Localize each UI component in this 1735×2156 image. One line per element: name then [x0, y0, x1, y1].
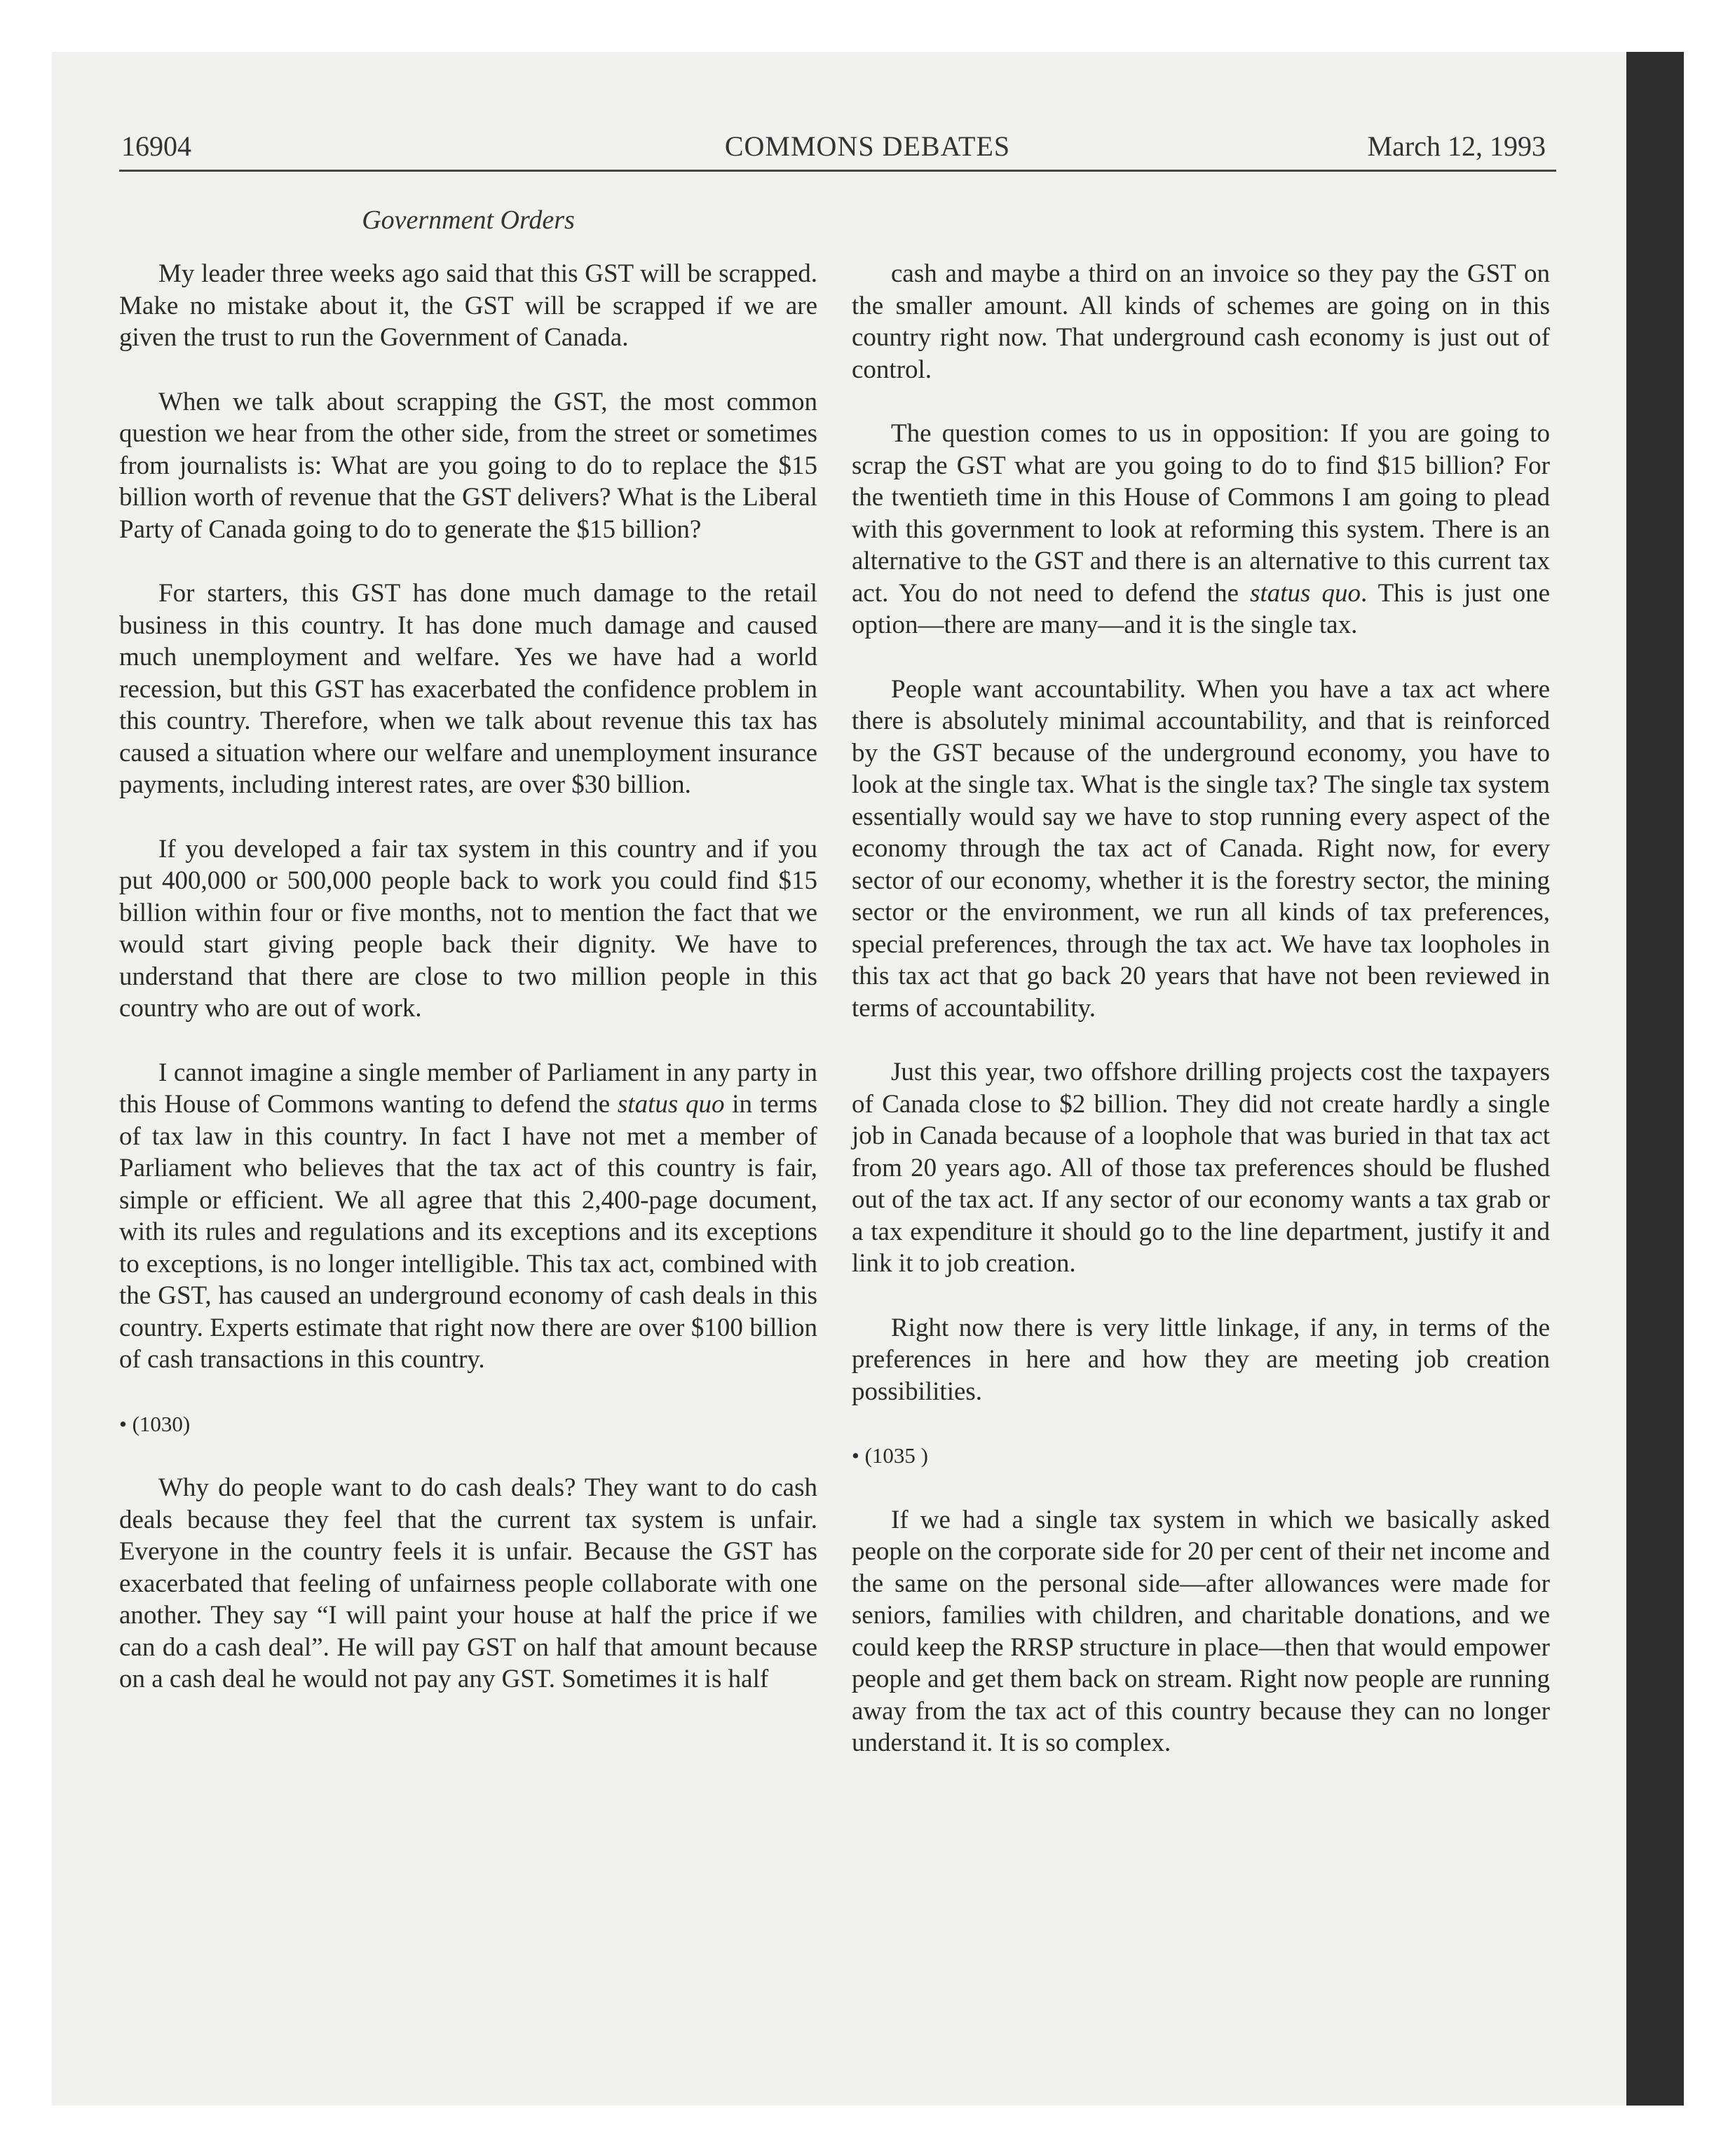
italic-phrase: status quo	[1250, 578, 1361, 608]
publication-date: March 12, 1993	[1367, 130, 1546, 162]
paragraph: My leader three weeks ago said that this GST will be scrapped. Make no mistake about it, the GST will be scrapped if we are given the trust to run the Government of Canada.	[119, 259, 817, 352]
paragraph-text: The question comes to us in opposition: If you are going to scrap the GST what are you going to do to find $15 billion? For the twentieth time in this House of Commons I am going to plead with this government to look at reforming this system. There is an alternative to the GST and there is an alternative to this current tax act. You do not need to defend the	[852, 419, 1550, 608]
paragraph: When we talk about scrapping the GST, the most common question we hear from the other side, from the street or sometimes from journalists is: What are you going to do to replace the $15 billion worth of revenue that the GST delivers? What is the Liberal Party of Canada going to do to generate the $15 billion?	[119, 387, 817, 544]
paragraph: People want accountability. When you have a tax act where there is absolutely minimal accountability, and that is reinforced by the GST because of the underground economy, you have to look at the single tax. What is the single tax? The single tax system essentially would say we have to stop running every aspect of the economy through the tax act of Canada. Right now, for every sector of our economy, whether it is the forestry sector, the mining sector or the environment, we run all kinds of tax preferences, special preferences, through the tax act. We have tax loopholes in this tax act that go back 20 years that have not been reviewed in terms of accountability.	[852, 674, 1550, 1023]
paragraph	[852, 418, 1550, 641]
time-marker: • (1030)	[119, 1411, 191, 1436]
paragraph: If we had a single tax system in which we basically asked people on the corporate side for 20 per cent of their net income and the same on the personal side—after allowances were made for seniors, families with children, and charitable donations, and we could keep the RRSP structure in place—then that would empower people and get them back on stream. Right now people are running away from the tax act of this country because they can no longer understand it. It is so complex.	[852, 1505, 1550, 1757]
header-rule	[119, 170, 1556, 172]
paragraph: cash and maybe a third on an invoice so they pay the GST on the smaller amount. All kinds of schemes are going on in this country right now. That underground cash economy is just out of control.	[852, 259, 1550, 384]
paragraph-text: . This is just one option—there are many—and it is the single tax.	[852, 578, 1551, 639]
paragraph: Why do people want to do cash deals? They want to do cash deals because they feel that the current tax system is unfair. Everyone in the country feels it is unfair. Because the GST has exacerbated that feeling of unfairness people collaborate with one another. They say “I will paint your house at half the price if we can do a cash deal”. He will pay GST on half that amount because on a cash deal he would not pay any GST. Sometimes it is half	[119, 1473, 817, 1693]
publication-title: COMMONS DEBATES	[724, 130, 1011, 162]
paragraph	[119, 1057, 817, 1376]
paragraph: Just this year, two offshore drilling projects cost the taxpayers of Canada close to $2 billion. They did not create hardly a single job in Canada because of a loophole that was buried in that tax act from 20 years ago. All of those tax preferences should be flushed out of the tax act. If any sector of our economy wants a tax grab or a tax expenditure it should go to the line department, justify it and link it to job creation.	[852, 1058, 1550, 1278]
right-column	[852, 258, 1550, 1792]
scan-edge-shadow	[1626, 52, 1684, 2106]
paragraph-text: in terms of tax law in this country. In fact I have not met a member of Parliament who believes that the tax act of this country is fair, simple or efficient. We all agree that this 2,400-page document, with its rules and regulations and its exceptions and its exceptions to exceptions, is no longer intelligible. This tax act, combined with the GST, has caused an underground economy of cash deals in this country. Experts estimate that right now there are over $100 billion of cash transactions in this country.	[119, 1090, 818, 1374]
left-column	[119, 258, 817, 1728]
section-title: Government Orders	[362, 205, 575, 235]
paragraph: For starters, this GST has done much damage to the retail business in this country. It has done much damage and caused much unemployment and welfare. Yes we have had a world recession, but this GST has exacerbated the confidence problem in this country. Therefore, when we talk about revenue this tax has caused a situation where our welfare and unemployment insurance payments, including interest rates, are over $30 billion.	[119, 579, 817, 799]
italic-phrase: status quo	[617, 1090, 725, 1119]
time-marker: • (1035 )	[852, 1443, 928, 1468]
paragraph: If you developed a fair tax system in this country and if you put 400,000 or 500,000 people back to work you could find $15 billion within four or five months, not to mention the fact that we would start giving people back their dignity. We have to understand that there are close to two million people in this country who are out of work.	[119, 834, 817, 1023]
page-number: 16904	[121, 130, 191, 162]
paragraph-text: I cannot imagine a single member of Parliament in any party in this House of Commons wanting to defend the	[119, 1058, 817, 1119]
paragraph: Right now there is very little linkage, if any, in terms of the preferences in here and how they are meeting job creation possibilities.	[852, 1313, 1550, 1406]
